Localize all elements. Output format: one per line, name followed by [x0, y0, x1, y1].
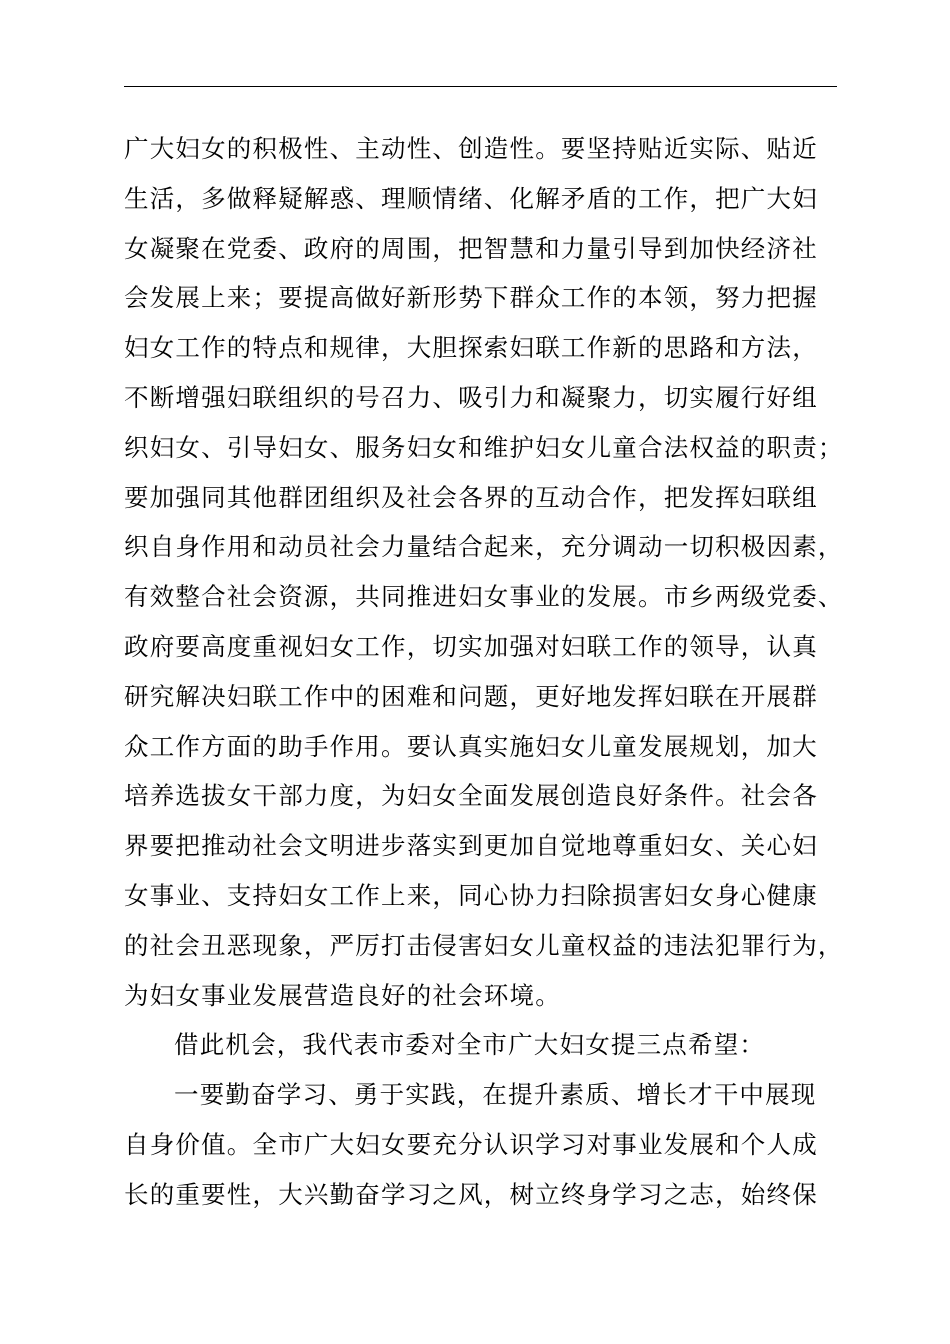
- paragraph-first-line: 借此机会，我代表市委对全市广大妇女提三点希望：: [174, 1030, 766, 1060]
- text-line: 众工作方面的助手作用。要认真实施妇女儿童发展规划，加大: [124, 731, 818, 761]
- text-line: 的社会丑恶现象，严厉打击侵害妇女儿童权益的违法犯罪行为，: [124, 930, 844, 960]
- text-line: 政府要高度重视妇女工作，切实加强对妇联工作的领导，认真: [124, 631, 818, 661]
- body-text: [124, 124, 864, 1220]
- text-line: 界要把推动社会文明进步落实到更加自觉地尊重妇女、关心妇: [124, 831, 818, 861]
- text-line: 有效整合社会资源，共同推进妇女事业的发展。市乡两级党委、: [124, 582, 844, 612]
- text-line: 自身价值。全市广大妇女要充分认识学习对事业发展和个人成: [124, 1129, 818, 1159]
- text-line: 妇女工作的特点和规律，大胆探索妇联工作新的思路和方法，: [124, 333, 818, 363]
- text-line: 要加强同其他群团组织及社会各界的互动合作，把发挥妇联组: [124, 482, 818, 512]
- text-line: 研究解决妇联工作中的困难和问题，更好地发挥妇联在开展群: [124, 681, 818, 711]
- text-line: 不断增强妇联组织的号召力、吸引力和凝聚力，切实履行好组: [124, 382, 818, 412]
- text-line: 长的重要性，大兴勤奋学习之风，树立终身学习之志，始终保: [124, 1179, 818, 1209]
- text-line: 会发展上来；要提高做好新形势下群众工作的本领，努力把握: [124, 283, 818, 313]
- text-line: 为妇女事业发展营造良好的社会环境。: [124, 980, 561, 1010]
- text-line: 女凝聚在党委、政府的周围，把智慧和力量引导到加快经济社: [124, 233, 818, 263]
- header-rule: [124, 86, 837, 87]
- text-line: 织妇女、引导妇女、服务妇女和维护妇女儿童合法权益的职责；: [124, 432, 844, 462]
- text-line: 广大妇女的积极性、主动性、创造性。要坚持贴近实际、贴近: [124, 134, 818, 163]
- text-line: 生活，多做释疑解惑、理顺情绪、化解矛盾的工作，把广大妇: [124, 183, 818, 213]
- paragraph-first-line: 一要勤奋学习、勇于实践，在提升素质、增长才干中展现: [174, 1080, 817, 1110]
- text-line: 女事业、支持妇女工作上来，同心协力扫除损害妇女身心健康: [124, 880, 818, 910]
- text-line: 织自身作用和动员社会力量结合起来，充分调动一切积极因素，: [124, 532, 844, 562]
- text-line: 培养选拔女干部力度，为妇女全面发展创造良好条件。社会各: [124, 781, 818, 811]
